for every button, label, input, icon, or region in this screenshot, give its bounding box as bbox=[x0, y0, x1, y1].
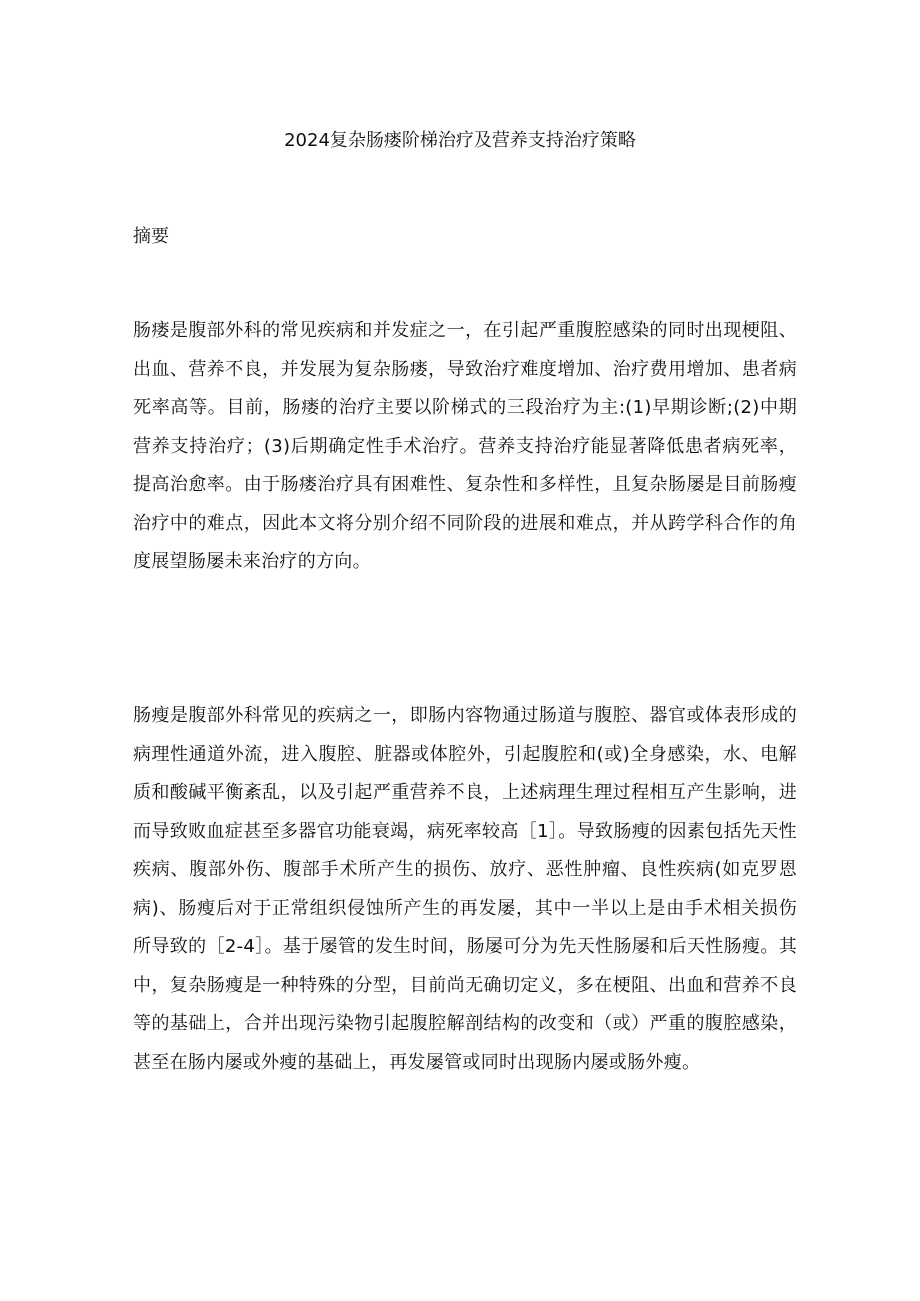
body-paragraph: 肠瘦是腹部外科常见的疾病之一，即肠内容物通过肠道与腹腔、器官或体表形成的病理性通道外流，进入腹腔、脏器或体腔外，引起腹腔和(或)全身感染，水、电解质和酸碱平衡紊乱，以及引起严重营养不良，上述病理生理过程相互产生影响，进而导致败血症甚至多器官功能衰竭，病死率较高［1］。导致肠瘦的因素包括先天性疾病、腹部外伤、腹部手术所产生的损伤、放疗、恶性肿瘤、良性疾病(如克罗恩病)、肠瘦后对于正常组织侵蚀所产生的再发屡，其中一半以上是由手术相关损伤所导致的［2-4］。基于屡管的发生时间，肠屡可分为先天性肠屡和后天性肠瘦。其中，复杂肠瘦是一种特殊的分型，目前尚无确切定义，多在梗阻、出血和营养不良等的基础上，合并出现污染物引起腹腔解剖结构的改变和（或）严重的腹腔感染，甚至在肠内屡或外瘦的基础上，再发屡管或同时出现肠内屡或肠外瘦。 bbox=[133, 705, 797, 1073]
abstract-heading: 摘要 bbox=[133, 226, 169, 247]
abstract-paragraph: 肠瘘是腹部外科的常见疾病和并发症之一，在引起严重腹腔感染的同时出现梗阻、出血、营养不良，并发展为复杂肠瘘，导致治疗难度增加、治疗费用增加、患者病死率高等。目前，肠瘘的治疗主要以阶梯式的三段治疗为主:(1)早期诊断;(2)中期营养支持治疗；(3)后期确定性手术治疗。营养支持治疗能显著降低患者病死率，提高治愈率。由于肠瘘治疗具有困难性、复杂性和多样性，且复杂肠屡是目前肠瘦治疗中的难点，因此本文将分别介绍不同阶段的进展和难点，并从跨学科合作的角度展望肠屡未来治疗的方向。 bbox=[133, 320, 797, 572]
document-title: 2024复杂肠瘘阶梯治疗及营养支持治疗策略 bbox=[284, 130, 636, 151]
